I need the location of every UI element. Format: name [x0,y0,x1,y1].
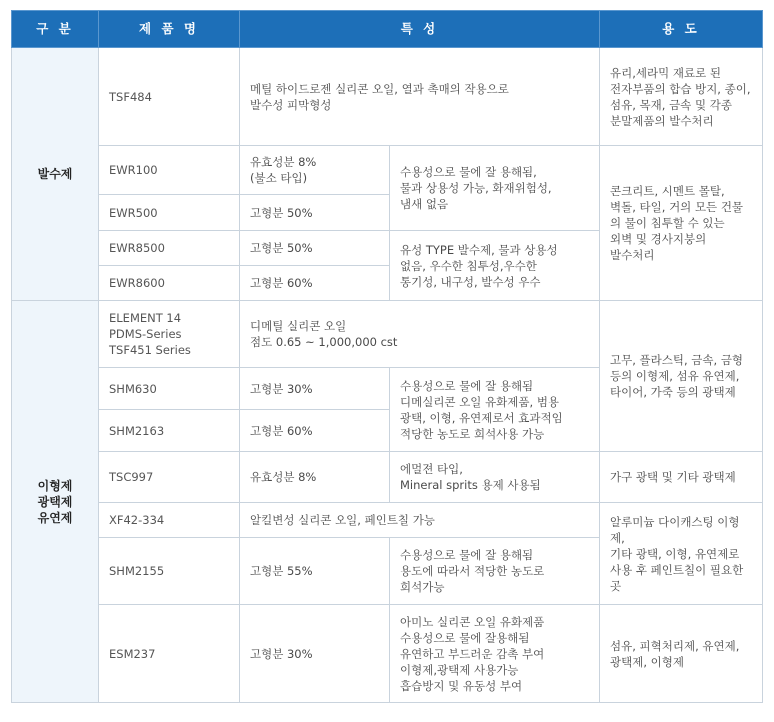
property-cell: 메틸 하이드로젠 실리콘 오일, 열과 촉매의 작용으로 발수성 피막형성 [240,48,600,146]
use-cell: 가구 광택 및 기타 광택제 [600,452,763,503]
use-cell: 콘크리트, 시멘트 몰탈, 벽돌, 타일, 거의 모든 건물의 물이 침투할 수 있는 외벽 및 경사지붕의 발수처리 [600,146,763,301]
spec-cell: 고형분 30% [240,368,390,410]
category-cell: 발수제 [12,48,99,301]
header-property: 특 성 [240,11,600,48]
spec-cell: 고형분 60% [240,266,390,301]
table-row [12,48,763,146]
table-row [12,503,763,538]
property-cell: 디메틸 실리콘 오일 점도 0.65 ~ 1,000,000 cst [240,301,600,368]
product-name: XF42-334 [99,503,240,538]
product-name: EWR100 [99,146,240,195]
table-row [12,146,763,195]
product-name: ELEMENT 14 PDMS-Series TSF451 Series [99,301,240,368]
category-cell: 이형제 광택제 유연제 [12,301,99,703]
spec-cell: 고형분 60% [240,410,390,452]
spec-cell: 유효성분 8% (불소 타입) [240,146,390,195]
product-name: ESM237 [99,605,240,703]
spec-cell: 고형분 50% [240,195,390,231]
property-cell: 수용성으로 물에 잘 용해됨, 물과 상용성 가능, 화재위험성, 냄새 없음 [390,146,600,231]
use-cell: 알루미늄 다이캐스팅 이형제, 기타 광택, 이형, 유연제로 사용 후 페인트칠이 필요한 곳 [600,503,763,605]
product-table-container [11,10,762,703]
product-name: SHM2163 [99,410,240,452]
use-cell: 고무, 플라스틱, 금속, 금형 등의 이형제, 섬유 유연제, 타이어, 가죽 등의 광택제 [600,301,763,452]
property-cell: 알킬변성 실리콘 오일, 페인트칠 가능 [240,503,600,538]
table-row [12,605,763,703]
spec-cell: 고형분 50% [240,231,390,266]
table-row [12,452,763,503]
product-name: SHM630 [99,368,240,410]
header-row [12,11,763,48]
spec-cell: 유효성분 8% [240,452,390,503]
property-cell: 수용성으로 물에 잘 용해됨 용도에 따라서 적당한 농도로 희석가능 [390,538,600,605]
spec-cell: 고형분 55% [240,538,390,605]
property-cell: 유성 TYPE 발수제, 물과 상용성 없음, 우수한 침투성,우수한 통기성, 내구성, 발수성 우수 [390,231,600,301]
product-name: EWR8500 [99,231,240,266]
product-name: TSF484 [99,48,240,146]
table-row [12,301,763,368]
product-table [11,10,763,703]
use-cell: 섬유, 피혁처리제, 유연제, 광택제, 이형제 [600,605,763,703]
product-name: TSC997 [99,452,240,503]
spec-cell: 고형분 30% [240,605,390,703]
product-name: EWR8600 [99,266,240,301]
product-name: SHM2155 [99,538,240,605]
property-cell: 에멀젼 타입, Mineral sprits 용제 사용됨 [390,452,600,503]
product-name: EWR500 [99,195,240,231]
header-use: 용 도 [600,11,763,48]
property-cell: 아미노 실리콘 오일 유화제품 수용성으로 물에 잘용해됨 유연하고 부드러운 감촉 부여 이형제,광택제 사용가능 흡습방지 및 유동성 부여 [390,605,600,703]
header-category: 구 분 [12,11,99,48]
use-cell: 유리,세라믹 재료로 된 전자부품의 합습 방지, 종이, 섬유, 목재, 금속 및 각종 분말제품의 발수처리 [600,48,763,146]
header-product: 제 품 명 [99,11,240,48]
property-cell: 수용성으로 물에 잘 용해됨 디메실리콘 오일 유화제품, 범용 광택, 이형, 유연제로서 효과적임 적당한 농도로 희석사용 가능 [390,368,600,452]
